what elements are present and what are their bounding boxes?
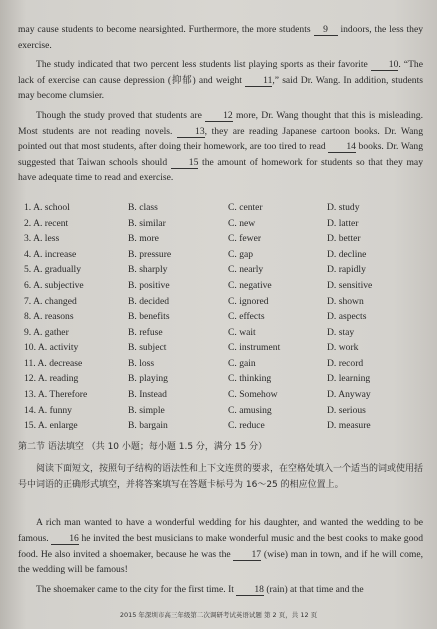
blank-15: 15 (171, 157, 199, 169)
option-a: 2. A. recent (24, 217, 69, 229)
option-c: C. effects (228, 311, 265, 323)
answer-options-table (18, 200, 423, 434)
option-a: 15. A. enlarge (24, 420, 78, 432)
option-c: C. instrument (228, 342, 281, 354)
option-c: C. wait (228, 326, 256, 338)
option-b: B. positive (128, 279, 170, 291)
blank-18: 18 (236, 584, 264, 596)
option-c: C. new (228, 217, 256, 229)
option-row (18, 325, 423, 341)
blank-16: 16 (51, 533, 79, 545)
option-a: 8. A. reasons (24, 311, 74, 323)
option-b: B. playing (128, 373, 168, 385)
option-c: C. reduce (228, 420, 265, 432)
passage-1-paragraph-3 (18, 108, 423, 186)
option-b: B. loss (128, 357, 155, 369)
option-a: 5. A. gradually (24, 264, 82, 276)
text-span: A rich man wanted to have a wonderful wedding for his daughter, and wanted the wedding to be famous. (18, 517, 423, 545)
option-row (18, 340, 423, 356)
option-row (18, 371, 423, 387)
option-b: B. more (128, 233, 159, 245)
option-c: C. fewer (228, 233, 262, 245)
option-row (18, 200, 423, 216)
option-row (18, 387, 423, 403)
option-d: D. better (327, 233, 361, 245)
option-a: 1. A. school (24, 201, 70, 213)
option-c: C. Somehow (228, 389, 278, 401)
option-d: D. learning (327, 373, 371, 385)
option-b: B. subject (128, 342, 167, 354)
option-a: 7. A. changed (24, 295, 77, 307)
option-b: B. decided (128, 295, 170, 307)
option-a: 14. A. funny (24, 404, 72, 416)
option-b: B. Instead (128, 389, 167, 401)
option-b: B. bargain (128, 420, 168, 432)
option-d: D. record (327, 357, 364, 369)
option-b: B. refuse (128, 326, 163, 338)
option-row (18, 231, 423, 247)
option-a: 3. A. less (24, 233, 60, 245)
option-d: D. stay (327, 326, 355, 338)
option-d: D. measure (327, 420, 371, 432)
blank-14: 14 (328, 141, 356, 153)
passage-2 (18, 515, 423, 597)
option-d: D. serious (327, 404, 366, 416)
option-row (18, 247, 423, 263)
text-span: the amount of homework for students so that they may have adequate time to read and exercise. (18, 156, 423, 184)
option-c: C. gap (228, 248, 254, 260)
passage-1-paragraph-2 (18, 57, 423, 104)
option-a: 10. A. activity (24, 342, 79, 354)
option-b: B. benefits (128, 311, 170, 323)
text-span: (rain) at that time and the (266, 583, 364, 595)
blank-11: 11 (245, 75, 272, 87)
option-row (18, 356, 423, 372)
option-a: 12. A. reading (24, 373, 79, 385)
passage-2-paragraph-2 (18, 582, 423, 598)
option-row (18, 216, 423, 232)
option-a: 9. A. gather (24, 326, 69, 338)
option-d: D. Anyway (327, 389, 371, 401)
text-span: ,” said Dr. Wang. In addition, students may become clumsier. (18, 74, 423, 102)
blank-12: 12 (205, 110, 233, 122)
option-row (18, 294, 423, 310)
section-2-instructions: 阅读下面短文，按照句子结构的语法性和上下文连贯的要求，在空格处填入一个适当的词或使用括号中词语的正确形式填空，并将答案填写在答题卡标号为 16～25 的相应位置上。 (18, 464, 424, 491)
option-c: C. negative (228, 279, 272, 291)
text-span: indoors, the less they exercise. (18, 24, 424, 51)
option-a: 4. A. increase (24, 248, 77, 260)
text-span: he invited the best musicians to make wonderful music and the best cooks to make good food. He also invited a shoemaker, because he was the (18, 533, 423, 560)
option-d: D. sensitive (327, 279, 373, 291)
option-b: B. simple (128, 404, 165, 416)
page-footer: 2015 年深圳市高三年级第二次调研考试英语试题 第 2 页，共 12 页 (119, 611, 318, 619)
option-row (18, 418, 423, 434)
option-b: B. sharply (128, 264, 168, 276)
option-d: D. aspects (327, 311, 367, 323)
text-span: The study indicated that two percent less students list playing sports as their favorite (36, 59, 368, 71)
option-c: C. gain (228, 357, 256, 369)
option-c: C. thinking (228, 373, 272, 385)
text-span: . “The lack of exercise can cause depression (抑郁) and weight (18, 59, 423, 86)
passage-2-paragraph-1 (18, 515, 423, 577)
passage-1 (18, 22, 423, 186)
section-2-title: 第二节 语法填空 （共 10 小题；每小题 1.5 分，满分 15 分） (18, 441, 268, 452)
text-span: Though the study proved that students are (36, 109, 202, 121)
option-row (18, 403, 423, 419)
option-d: D. latter (327, 217, 359, 229)
text-span: may cause students to become nearsighted. Furthermore, the more students (18, 24, 311, 35)
blank-17: 17 (233, 549, 261, 561)
text-span: The shoemaker came to the city for the first time. It (36, 583, 234, 595)
option-c: C. center (228, 201, 263, 213)
option-a: 6. A. subjective (24, 279, 84, 291)
passage-1-paragraph-1 (18, 22, 423, 53)
option-c: C. amusing (228, 404, 272, 416)
option-d: D. work (327, 342, 359, 354)
blank-13: 13 (177, 126, 205, 138)
text-span: books. Dr. Wang suggested that Taiwan schools should (18, 141, 423, 168)
option-c: C. ignored (228, 295, 269, 307)
blank-10: 10 (371, 59, 399, 71)
option-b: B. class (128, 201, 158, 213)
option-c: C. nearly (228, 264, 264, 276)
option-row (18, 262, 423, 278)
option-row (18, 309, 423, 325)
option-d: D. decline (327, 248, 367, 260)
option-d: D. shown (327, 295, 364, 307)
text-span: (wise) man in town, and if he will come, the wedding will be famous! (18, 548, 423, 576)
option-row (18, 278, 423, 294)
option-d: D. rapidly (327, 264, 366, 276)
option-b: B. pressure (128, 248, 172, 260)
blank-9: 9 (314, 24, 338, 36)
option-b: B. similar (128, 217, 166, 229)
text-span: , they are reading Japanese cartoon books. Dr. Wang pointed out that most students, after doing their homework, are too tired to read (18, 125, 423, 153)
option-a: 13. A. Therefore (24, 389, 88, 401)
text-span: more, Dr. Wang thought that this is misleading. Most students are not reading novels. (18, 109, 424, 137)
option-a: 11. A. decrease (24, 357, 83, 369)
option-d: D. study (327, 201, 360, 213)
